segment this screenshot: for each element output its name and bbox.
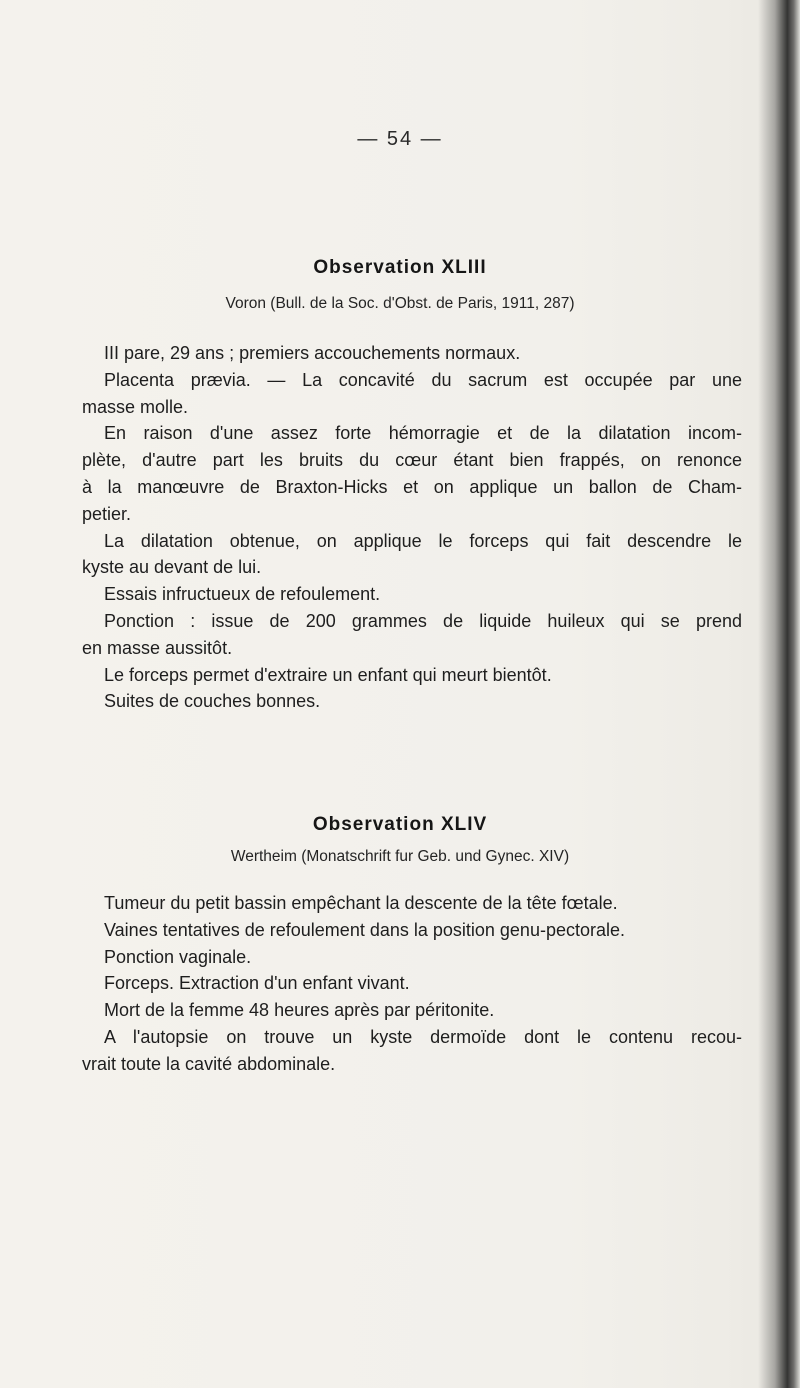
observation-heading: Observation XLIII: [313, 257, 487, 278]
text-line: kyste au devant de lui.: [82, 557, 262, 578]
observation-text: [82, 890, 742, 1078]
text-line: plète, d'autre part les bruits du cœur étant bien frappés, on renonce: [82, 450, 742, 471]
book-binding-edge: [758, 0, 800, 1388]
observation-heading: Observation XLIV: [312, 814, 488, 835]
page-number: — 54 —: [357, 128, 443, 150]
text-line: en masse aussitôt.: [82, 637, 233, 658]
text-line: Ponction vaginale.: [104, 946, 252, 967]
text-line: Mort de la femme 48 heures après par péritonite.: [104, 1000, 495, 1021]
text-line: Suites de couches bonnes.: [104, 691, 321, 712]
text-line: La dilatation obtenue, on applique le forceps qui fait descendre le: [104, 530, 742, 551]
text-line: III pare, 29 ans ; premiers accouchements normaux.: [104, 343, 521, 363]
text-line: Tumeur du petit bassin empêchant la descente de la tête fœtale.: [104, 893, 618, 913]
text-line: Ponction : issue de 200 grammes de liquide huileux qui se prend: [104, 610, 742, 631]
text-line: En raison d'une assez forte hémorragie et de la dilatation incom-: [104, 423, 742, 444]
text-line: masse molle.: [82, 396, 189, 417]
text-line: Placenta prævia. — La concavité du sacrum est occupée par une: [104, 369, 742, 390]
text-line: petier.: [82, 503, 132, 524]
observation-source: Wertheim (Monatschrift fur Geb. und Gynec. XIV): [230, 848, 570, 865]
text-line: Essais infructueux de refoulement.: [104, 584, 381, 605]
text-line: Forceps. Extraction d'un enfant vivant.: [104, 973, 410, 994]
text-line: Vaines tentatives de refoulement dans la position genu-pectorale.: [104, 919, 625, 940]
observation-text: [82, 340, 742, 715]
text-line: vrait toute la cavité abdominale.: [82, 1053, 336, 1074]
text-line: A l'autopsie on trouve un kyste dermoïde dont le contenu recou-: [104, 1026, 742, 1047]
text-line: Le forceps permet d'extraire un enfant qui meurt bientôt.: [104, 664, 552, 685]
text-line: à la manœuvre de Braxton-Hicks et on applique un ballon de Cham-: [82, 476, 742, 497]
observation-source: Voron (Bull. de la Soc. d'Obst. de Paris, 1911, 287): [225, 295, 575, 312]
